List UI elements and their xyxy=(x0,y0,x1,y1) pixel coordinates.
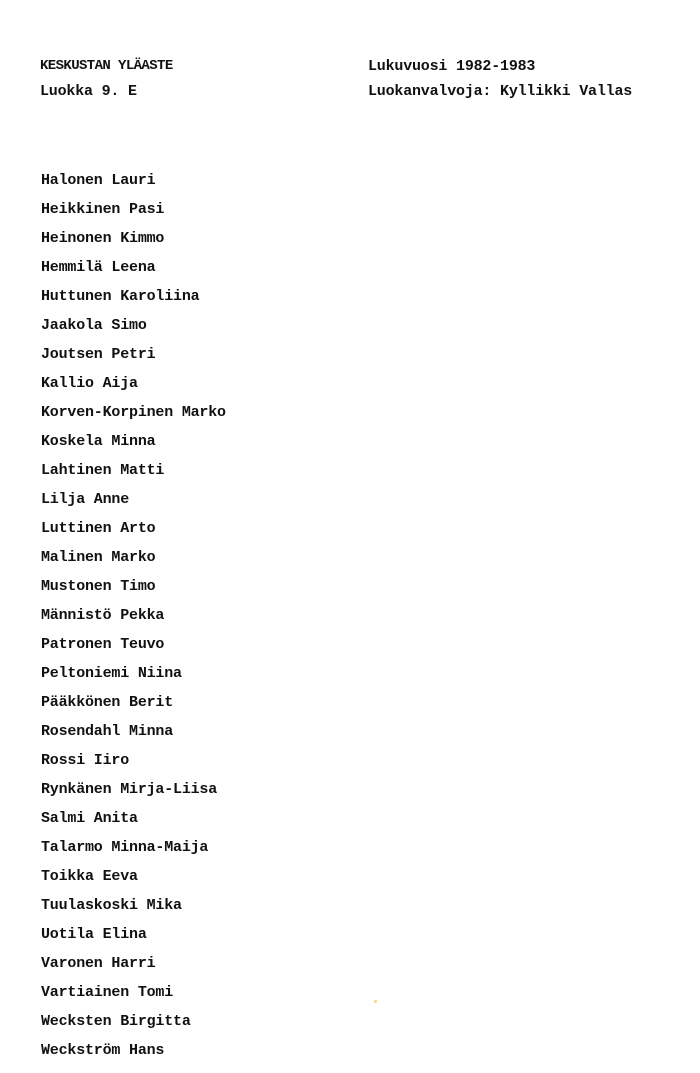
student-name: Kallio Aija xyxy=(41,375,138,392)
student-name: Mustonen Timo xyxy=(41,578,156,595)
student-name: Varonen Harri xyxy=(41,955,156,972)
paper-speck xyxy=(374,1000,377,1003)
student-name: Vartiainen Tomi xyxy=(41,984,174,1001)
student-name: Patronen Teuvo xyxy=(41,636,165,653)
student-name: Heikkinen Pasi xyxy=(41,201,165,218)
student-name: Salmi Anita xyxy=(41,810,138,827)
student-name: Uotila Elina xyxy=(41,926,147,943)
student-name: Halonen Lauri xyxy=(41,172,156,189)
student-name: Malinen Marko xyxy=(41,549,156,566)
student-name: Rosendahl Minna xyxy=(41,723,174,740)
student-name: Korven-Korpinen Marko xyxy=(41,404,226,421)
student-name: Toikka Eeva xyxy=(41,868,138,885)
student-name: Wecksten Birgitta xyxy=(41,1013,191,1030)
student-name: Heinonen Kimmo xyxy=(41,230,165,247)
student-name: Weckström Hans xyxy=(41,1042,165,1059)
student-name: Luttinen Arto xyxy=(41,520,156,537)
student-name: Rossi Iiro xyxy=(41,752,130,769)
student-name: Pääkkönen Berit xyxy=(41,694,174,711)
student-name: Tuulaskoski Mika xyxy=(41,897,182,914)
school-year: Lukuvuosi 1982-1983 xyxy=(368,58,536,75)
student-list xyxy=(41,166,226,1065)
student-name: Hemmilä Leena xyxy=(41,259,156,276)
class-name: Luokka 9. E xyxy=(40,83,137,100)
header-right xyxy=(368,54,632,104)
student-name: Jaakola Simo xyxy=(41,317,147,334)
student-name: Männistö Pekka xyxy=(41,607,165,624)
student-name: Joutsen Petri xyxy=(41,346,156,363)
student-name: Lilja Anne xyxy=(41,491,130,508)
student-name: Talarmo Minna-Maija xyxy=(41,839,209,856)
class-teacher: Luokanvalvoja: Kyllikki Vallas xyxy=(368,83,633,100)
student-name: Peltoniemi Niina xyxy=(41,665,182,682)
student-name: Huttunen Karoliina xyxy=(41,288,200,305)
school-name: KESKUSTAN YLÄASTE xyxy=(40,58,173,74)
student-name: Rynkänen Mirja-Liisa xyxy=(41,781,218,798)
header-left xyxy=(40,54,173,104)
student-name: Koskela Minna xyxy=(41,433,156,450)
student-name: Lahtinen Matti xyxy=(41,462,165,479)
